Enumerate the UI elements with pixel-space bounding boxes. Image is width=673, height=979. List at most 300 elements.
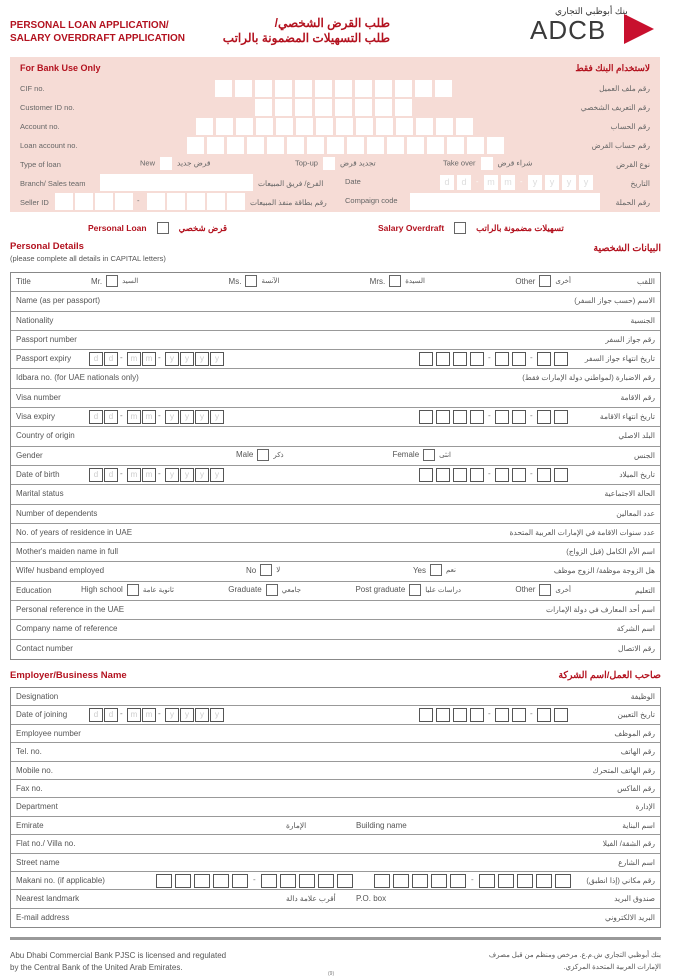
label-ar-flat-no-villa-no: رقم الشقة/ الفيلا xyxy=(602,839,655,849)
seller-id-digit-box[interactable] xyxy=(75,193,93,210)
hijri-date-box[interactable] xyxy=(537,410,551,424)
label-marital-status: Marital status xyxy=(16,489,64,499)
personal-details-table xyxy=(10,272,661,660)
hijri-date-box[interactable] xyxy=(453,708,467,722)
option-mr-[interactable] xyxy=(91,275,138,287)
date-digit-box[interactable]: y xyxy=(195,410,209,424)
row-visa-number[interactable] xyxy=(11,389,660,408)
row-mother-s-maiden-name-in-full[interactable] xyxy=(11,543,660,562)
customer-id-digit-box[interactable] xyxy=(315,99,332,116)
loan-account-digit-box[interactable] xyxy=(207,137,224,154)
label-number-of-dependents: Number of dependents xyxy=(16,508,98,518)
date-digit-box[interactable]: d xyxy=(89,410,103,424)
date-digit-box[interactable]: y xyxy=(165,708,179,722)
label-ar-education: التعليم xyxy=(635,585,655,595)
date-digit-box[interactable]: y xyxy=(195,352,209,366)
loan-account-digit-box[interactable] xyxy=(327,137,344,154)
date-digit-box[interactable]: y xyxy=(210,708,224,722)
hijri-date-box[interactable] xyxy=(419,468,433,482)
date-separator: - xyxy=(530,468,533,478)
account-digit-box[interactable] xyxy=(416,118,433,135)
option-no[interactable] xyxy=(246,564,280,576)
label-designation: Designation xyxy=(16,692,59,701)
cif-digit-box[interactable] xyxy=(275,80,292,97)
date-digit-box[interactable]: m xyxy=(127,352,141,366)
branch-input[interactable] xyxy=(100,174,253,191)
hijri-date-box[interactable] xyxy=(537,352,551,366)
date-digit-box[interactable]: m xyxy=(127,468,141,482)
hijri-date-box[interactable] xyxy=(537,708,551,722)
customer-id-digit-box[interactable] xyxy=(295,99,312,116)
option-checkbox[interactable] xyxy=(423,449,435,461)
date-digit-box[interactable]: d xyxy=(440,175,454,190)
row-e-mail-address[interactable] xyxy=(11,909,660,927)
date-digit-box[interactable]: y xyxy=(195,468,209,482)
date-digit-box[interactable]: m xyxy=(142,352,156,366)
hijri-date-box[interactable] xyxy=(554,410,568,424)
footer-text-ar xyxy=(489,950,661,974)
date-digit-box[interactable]: m xyxy=(142,468,156,482)
seller-id-digit-box[interactable] xyxy=(115,193,133,210)
label-department: Department xyxy=(16,802,58,812)
date-digit-box[interactable]: y xyxy=(180,352,194,366)
hijri-date-box[interactable] xyxy=(470,468,484,482)
date-digit-box[interactable]: d xyxy=(457,175,471,190)
makani-digit-box[interactable] xyxy=(194,874,210,888)
topup-label-ar: تجديد قرض xyxy=(339,158,376,168)
topup-checkbox[interactable] xyxy=(323,157,335,170)
date-digit-box[interactable]: m xyxy=(501,175,515,190)
account-digit-box[interactable] xyxy=(316,118,333,135)
date-digit-box[interactable]: y xyxy=(165,468,179,482)
option-mrs-[interactable] xyxy=(370,275,425,287)
options-education xyxy=(81,584,571,596)
label-ar-country-of-origin: البلد الاصلي xyxy=(618,431,655,441)
option-other[interactable] xyxy=(515,584,571,596)
row-contact-number[interactable] xyxy=(11,640,660,659)
account-digit-box[interactable] xyxy=(256,118,273,135)
option-checkbox[interactable] xyxy=(106,275,118,287)
seller-id-digit-box[interactable] xyxy=(187,193,205,210)
personal-loan-label: Personal Loan xyxy=(88,223,147,233)
date-digit-box[interactable]: m xyxy=(142,410,156,424)
date-digit-box[interactable]: y xyxy=(165,410,179,424)
customer-id-digit-box[interactable] xyxy=(375,99,392,116)
makani-digit-box[interactable] xyxy=(232,874,248,888)
hijri-date-box[interactable] xyxy=(495,352,509,366)
row-employee-number[interactable] xyxy=(11,725,660,743)
customer-id-digit-box[interactable] xyxy=(355,99,372,116)
row-mobile-no[interactable] xyxy=(11,762,660,780)
row-passport-expiry[interactable] xyxy=(11,350,660,369)
new-label: New xyxy=(140,158,156,168)
option-label-ar: السيد xyxy=(122,278,139,285)
option-checkbox[interactable] xyxy=(539,275,551,287)
date-digit-box[interactable]: y xyxy=(195,708,209,722)
row-wife-husband-employed[interactable] xyxy=(11,562,660,581)
hijri-date-box[interactable] xyxy=(419,352,433,366)
topup-label: Top-up xyxy=(295,158,318,168)
account-digit-box[interactable] xyxy=(436,118,453,135)
hijri-date-box[interactable] xyxy=(537,468,551,482)
branch-label: Branch/ Sales team xyxy=(20,179,86,188)
date-separator: - xyxy=(488,468,491,478)
hijri-date-box[interactable] xyxy=(453,410,467,424)
option-checkbox[interactable] xyxy=(260,564,272,576)
hijri-date-box[interactable] xyxy=(453,468,467,482)
hijri-date-box[interactable] xyxy=(436,708,450,722)
date-digit-box[interactable]: y xyxy=(545,175,559,190)
row-date-of-joining[interactable] xyxy=(11,706,660,724)
label-ar-wife-husband-employed: هل الزوجة موظفة/ الزوج موظف xyxy=(553,566,655,576)
option-label: Other xyxy=(515,276,536,286)
date-digit-box[interactable]: y xyxy=(180,410,194,424)
row-fax-no[interactable] xyxy=(11,780,660,798)
makani-digit-box[interactable] xyxy=(374,874,390,888)
loan-account-digit-box[interactable] xyxy=(287,137,304,154)
option-label-ar: ثانوية عامة xyxy=(142,586,174,594)
account-digit-box[interactable] xyxy=(296,118,313,135)
hijri-date-box[interactable] xyxy=(436,468,450,482)
label-title: Title xyxy=(16,277,31,286)
row-designation[interactable] xyxy=(11,688,660,706)
makani-digit-box[interactable] xyxy=(517,874,533,888)
row-title[interactable] xyxy=(11,273,660,292)
label-ar-passport-number: رقم جواز السفر xyxy=(605,334,655,344)
hijri-date-box[interactable] xyxy=(554,468,568,482)
hijri-date-box[interactable] xyxy=(554,352,568,366)
row-tel-no[interactable] xyxy=(11,743,660,761)
cif-digit-box[interactable] xyxy=(375,80,392,97)
loan-type-new[interactable] xyxy=(140,157,211,170)
label-ar-street-name: اسم الشارع xyxy=(618,857,655,867)
option-label: Female xyxy=(392,450,420,460)
hijri-date-box[interactable] xyxy=(453,352,467,366)
date-digit-box[interactable]: d xyxy=(89,708,103,722)
account-label-ar: رقم الحساب xyxy=(610,122,650,131)
cif-digit-box[interactable] xyxy=(315,80,332,97)
option-checkbox[interactable] xyxy=(266,584,278,596)
hijri-date-box[interactable] xyxy=(495,410,509,424)
new-checkbox[interactable] xyxy=(160,157,172,170)
date-digit-box[interactable]: y xyxy=(180,468,194,482)
loan-account-digit-box[interactable] xyxy=(347,137,364,154)
footer-line-2: by the Central Bank of the United Arab Emirates. xyxy=(10,963,183,972)
seller-id-label-ar: رقم بطاقة منفذ المبيعات xyxy=(250,198,327,207)
hijri-date-box[interactable] xyxy=(419,708,433,722)
account-digit-box[interactable] xyxy=(376,118,393,135)
label-ar-date-of-joining: تاريخ التعيين xyxy=(617,710,655,720)
label-ar-contact-number: رقم الاتصال xyxy=(618,643,655,653)
row-idbara-no-for-uae-nationals-only[interactable] xyxy=(11,369,660,388)
row-company-name-of-reference[interactable] xyxy=(11,620,660,639)
seller-id-digit-box[interactable] xyxy=(95,193,113,210)
date-digit-box[interactable]: y xyxy=(210,410,224,424)
date-label: Date xyxy=(345,177,361,186)
loan-type-takeover[interactable] xyxy=(443,157,532,170)
salary-overdraft-label-ar: تسهيلات مضمونة بالراتب xyxy=(476,222,564,233)
option-label: No xyxy=(246,565,257,575)
hijri-date-box[interactable] xyxy=(554,708,568,722)
hijri-date-box[interactable] xyxy=(512,352,526,366)
date-separator: - xyxy=(120,709,123,719)
option-label: Ms. xyxy=(228,276,242,286)
row-name-as-per-passport[interactable] xyxy=(11,292,660,311)
seller-id-digit-box[interactable] xyxy=(55,193,73,210)
personal-loan-option[interactable] xyxy=(88,222,227,234)
label-e-mail-address: E-mail address xyxy=(16,912,70,922)
label-visa-number: Visa number xyxy=(16,392,61,402)
row-visa-expiry[interactable] xyxy=(11,408,660,427)
account-digit-box[interactable] xyxy=(356,118,373,135)
row-country-of-origin[interactable] xyxy=(11,427,660,446)
title-ar-line-1: طلب القرض الشخصي/ xyxy=(274,16,390,30)
customer-id-digit-box[interactable] xyxy=(275,99,292,116)
campaign-code-input[interactable] xyxy=(410,193,600,210)
customer-id-digit-box[interactable] xyxy=(255,99,272,116)
account-digit-box[interactable] xyxy=(196,118,213,135)
date-digit-box[interactable]: d xyxy=(104,352,118,366)
footer-divider xyxy=(10,937,661,940)
label-visa-expiry: Visa expiry xyxy=(16,412,55,422)
title-line-2: SALARY OVERDRAFT APPLICATION xyxy=(10,33,186,44)
row-no-of-years-of-residence-in-uae[interactable] xyxy=(11,524,660,543)
row-flat-no-villa-no[interactable] xyxy=(11,835,660,853)
loan-account-digit-box[interactable] xyxy=(307,137,324,154)
row-gender[interactable] xyxy=(11,447,660,466)
customer-id-digit-box[interactable] xyxy=(395,99,412,116)
seller-id-digit-box[interactable] xyxy=(207,193,225,210)
cif-digit-box[interactable] xyxy=(255,80,272,97)
label-name-as-per-passport: Name (as per passport) xyxy=(16,296,101,306)
salary-overdraft-checkbox[interactable] xyxy=(454,222,466,234)
label-ar-date-of-birth: تاريخ الميلاد xyxy=(619,469,655,479)
label-ar-designation: الوظيفة xyxy=(630,692,655,701)
loan-account-digit-box[interactable] xyxy=(227,137,244,154)
option-ms-[interactable] xyxy=(229,275,280,287)
row-nearest-landmark[interactable] xyxy=(11,890,660,908)
makani-digit-box[interactable] xyxy=(318,874,334,888)
hijri-date-box[interactable] xyxy=(470,708,484,722)
makani-digit-box[interactable] xyxy=(536,874,552,888)
makani-digit-box[interactable] xyxy=(555,874,571,888)
option-male[interactable] xyxy=(236,449,284,461)
makani-digit-box[interactable] xyxy=(498,874,514,888)
loan-type-topup[interactable] xyxy=(295,157,376,170)
row-street-name[interactable] xyxy=(11,854,660,872)
footer-ar-line-1: بنك أبوظبي التجاري ش.م.ع. مرخص ومنظم من قبل مصرف xyxy=(488,952,661,959)
option-label: Yes xyxy=(412,565,427,575)
date-digit-box[interactable]: y xyxy=(210,468,224,482)
hijri-date-box[interactable] xyxy=(419,410,433,424)
option-checkbox[interactable] xyxy=(245,275,257,287)
cif-digit-box[interactable] xyxy=(335,80,352,97)
option-checkbox[interactable] xyxy=(257,449,269,461)
option-label-ar: السيدة xyxy=(405,278,425,285)
date-separator: - xyxy=(120,353,123,363)
label-emirate: Emirate xyxy=(16,820,44,830)
date-separator: - xyxy=(530,709,533,719)
row-passport-number[interactable] xyxy=(11,331,660,350)
option-label: Post graduate xyxy=(355,585,406,595)
hijri-date-box[interactable] xyxy=(470,352,484,366)
account-digit-box[interactable] xyxy=(236,118,253,135)
option-checkbox[interactable] xyxy=(127,584,139,596)
label-date-of-birth: Date of birth xyxy=(16,469,60,479)
campaign-code-label-ar: رقم الحملة xyxy=(615,198,650,207)
hijri-date-box[interactable] xyxy=(470,410,484,424)
cif-digit-box[interactable] xyxy=(435,80,452,97)
cif-digit-box[interactable] xyxy=(235,80,252,97)
makani-digit-box[interactable] xyxy=(156,874,172,888)
makani-digit-box[interactable] xyxy=(261,874,277,888)
date-digit-box[interactable]: y xyxy=(180,708,194,722)
option-label-ar: انثى xyxy=(439,451,451,459)
makani-digit-box[interactable] xyxy=(479,874,495,888)
date-digit-box[interactable]: d xyxy=(104,410,118,424)
loan-account-digit-box[interactable] xyxy=(247,137,264,154)
date-digit-box[interactable]: y xyxy=(165,352,179,366)
option-label: Graduate xyxy=(228,585,262,595)
personal-loan-checkbox[interactable] xyxy=(157,222,169,234)
label-mid-en: Building name xyxy=(356,820,407,830)
option-post-graduate[interactable] xyxy=(355,584,461,596)
option-other[interactable] xyxy=(515,275,571,287)
label-flat-no-villa-no: Flat no./ Villa no. xyxy=(16,839,76,849)
hijri-date-box[interactable] xyxy=(512,410,526,424)
option-checkbox[interactable] xyxy=(389,275,401,287)
label-idbara-no-for-uae-nationals-only: Idbara no. (for UAE nationals only) xyxy=(16,373,139,383)
date-digit-box[interactable]: y xyxy=(579,175,593,190)
loan-account-digit-box[interactable] xyxy=(467,137,484,154)
label-passport-number: Passport number xyxy=(16,334,77,344)
option-label-ar: الآنسة xyxy=(261,278,280,285)
makani-digit-box[interactable] xyxy=(280,874,296,888)
hijri-date-box[interactable] xyxy=(436,352,450,366)
cif-digit-box[interactable] xyxy=(415,80,432,97)
options-title xyxy=(91,275,571,287)
account-digit-box[interactable] xyxy=(456,118,473,135)
row-nationality[interactable] xyxy=(11,312,660,331)
option-yes[interactable] xyxy=(413,564,456,576)
loan-account-digit-box[interactable] xyxy=(387,137,404,154)
date-separator: - xyxy=(488,353,491,363)
option-label: Male xyxy=(236,450,254,460)
option-female[interactable] xyxy=(392,449,451,461)
row-department[interactable] xyxy=(11,798,660,816)
customer-id-digit-box[interactable] xyxy=(335,99,352,116)
loan-account-digit-box[interactable] xyxy=(367,137,384,154)
date-digit-box[interactable]: m xyxy=(142,708,156,722)
label-ar-visa-number: رقم الاقامة xyxy=(620,392,655,402)
hijri-date-box[interactable] xyxy=(436,410,450,424)
date-digit-box[interactable]: m xyxy=(484,175,498,190)
account-digit-box[interactable] xyxy=(396,118,413,135)
label-ar-idbara-no-for-uae-nationals-only: رقم الاضبارة (لمواطني دولة الإمارات فقط) xyxy=(522,373,655,383)
loan-account-digit-box[interactable] xyxy=(407,137,424,154)
makani-digit-box[interactable] xyxy=(431,874,447,888)
account-digit-box[interactable] xyxy=(216,118,233,135)
row-personal-reference-in-the-uae[interactable] xyxy=(11,601,660,620)
cif-digit-box[interactable] xyxy=(295,80,312,97)
makani-digit-box[interactable] xyxy=(213,874,229,888)
takeover-checkbox[interactable] xyxy=(481,157,493,170)
date-digit-box[interactable]: d xyxy=(104,468,118,482)
date-digit-box[interactable]: d xyxy=(104,708,118,722)
makani-digit-box[interactable] xyxy=(337,874,353,888)
title-ar-line-2: طلب التسهيلات المضمونة بالراتب xyxy=(222,31,390,45)
makani-digit-box[interactable] xyxy=(393,874,409,888)
row-marital-status[interactable] xyxy=(11,485,660,504)
hijri-date-box[interactable] xyxy=(495,708,509,722)
option-checkbox[interactable] xyxy=(409,584,421,596)
row-emirate[interactable] xyxy=(11,817,660,835)
cif-digit-box[interactable] xyxy=(215,80,232,97)
date-separator: - xyxy=(488,411,491,421)
loan-account-digit-box[interactable] xyxy=(267,137,284,154)
date-digit-box[interactable]: y xyxy=(210,352,224,366)
date-digit-box[interactable]: y xyxy=(562,175,576,190)
makani-digit-box[interactable] xyxy=(412,874,428,888)
row-number-of-dependents[interactable] xyxy=(11,505,660,524)
date-digit-box[interactable]: m xyxy=(127,708,141,722)
loan-account-digit-box[interactable] xyxy=(187,137,204,154)
date-separator: - xyxy=(476,177,479,186)
cif-digit-box[interactable] xyxy=(395,80,412,97)
cif-digit-box[interactable] xyxy=(355,80,372,97)
option-checkbox[interactable] xyxy=(539,584,551,596)
date-digit-box[interactable]: m xyxy=(127,410,141,424)
hijri-date-box[interactable] xyxy=(512,468,526,482)
seller-id-digit-box[interactable] xyxy=(227,193,245,210)
date-separator: - xyxy=(120,468,123,478)
date-separator: - xyxy=(520,177,523,186)
makani-digit-box[interactable] xyxy=(299,874,315,888)
cif-label-ar: رقم ملف العميل xyxy=(599,84,650,93)
seller-id-digit-box[interactable] xyxy=(147,193,165,210)
hijri-date-box[interactable] xyxy=(512,708,526,722)
seller-id-separator: - xyxy=(137,196,140,205)
hijri-date-box[interactable] xyxy=(495,468,509,482)
label-date-of-joining: Date of joining xyxy=(16,710,68,720)
salary-overdraft-option[interactable] xyxy=(378,222,564,234)
seller-id-digit-box[interactable] xyxy=(167,193,185,210)
option-graduate[interactable] xyxy=(228,584,301,596)
date-digit-box[interactable]: y xyxy=(528,175,542,190)
loan-account-digit-box[interactable] xyxy=(427,137,444,154)
option-high-school[interactable] xyxy=(81,584,174,596)
employer-table xyxy=(10,687,661,928)
account-digit-box[interactable] xyxy=(276,118,293,135)
makani-digit-box[interactable] xyxy=(175,874,191,888)
loan-account-digit-box[interactable] xyxy=(447,137,464,154)
row-date-of-birth[interactable] xyxy=(11,466,660,485)
row-education[interactable] xyxy=(11,582,660,601)
option-label: Other xyxy=(515,585,536,595)
option-label-ar: لا xyxy=(276,567,281,575)
account-digit-box[interactable] xyxy=(336,118,353,135)
option-checkbox[interactable] xyxy=(430,564,442,576)
personal-details-note: (please complete all details in CAPITAL letters) xyxy=(10,254,166,263)
loan-account-digit-box[interactable] xyxy=(487,137,504,154)
row-makani-no-if-applicable[interactable] xyxy=(11,872,660,890)
label-ar-department: الإدارة xyxy=(635,802,655,812)
makani-digit-box[interactable] xyxy=(450,874,466,888)
label-ar-tel-no: رقم الهاتف xyxy=(620,747,655,757)
takeover-label-ar: شراء قرض xyxy=(497,158,533,168)
date-digit-box[interactable]: d xyxy=(89,468,103,482)
date-digit-box[interactable]: d xyxy=(89,352,103,366)
